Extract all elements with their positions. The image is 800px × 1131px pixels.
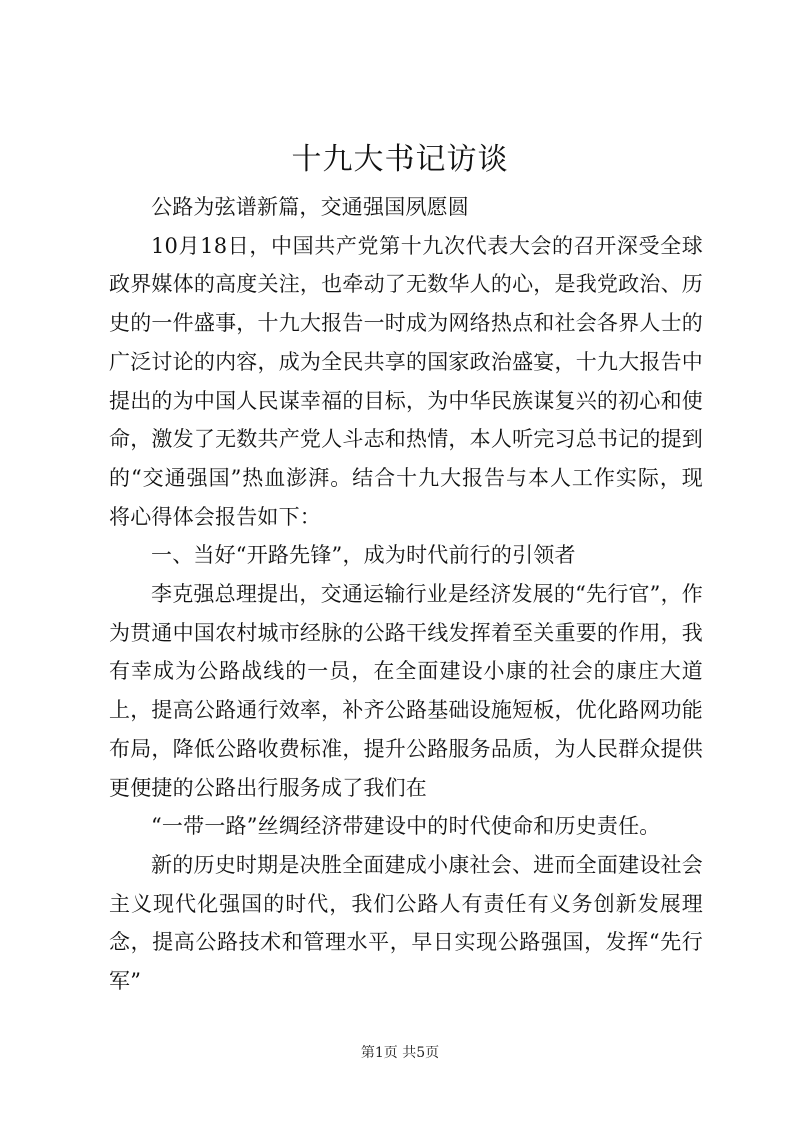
paragraph-pioneer: 李克强总理提出，交通运输行业是经济发展的“先行官”，作为贯通中国农村城市经脉的公路干线发挥着至关重要的作用，我有幸成为公路战线的一员，在全面建设小康的社会的康庄大道上，提高公路通行效率，补齐公路基础设施短板，优化路网功能布局，降低公路收费标准，提升公路服务品质，为人民群众提供更便捷的公路出行服务成了我们在: [109, 582, 703, 800]
document-title: 十九大书记访谈: [291, 142, 509, 177]
paragraph-subtitle: 公路为弦谱新篇，交通强国夙愿圆: [151, 195, 469, 219]
document-body: [109, 188, 703, 1001]
paragraph-section-heading: 一、当好“开路先锋”，成为时代前行的引领者: [151, 543, 576, 568]
paragraph-intro: 10月18日，中国共产党第十九次代表大会的召开深受全球政界媒体的高度关注，也牵动了无数华人的心，是我党政治、历史的一件盛事，十九大报告一时成为网络热点和社会各界人士的广泛讨论的内容，成为全民共享的国家政治盛宴，十九大报告中提出的为中国人民谋幸福的目标，为中华民族谋复兴的初心和使命，激发了无数共产党人斗志和热情，本人听完习总书记的提到的“交通强国”热血澎湃。结合十九大报告与本人工作实际，现将心得体会报告如下：: [109, 233, 703, 529]
paragraph-new-era: 新的历史时期是决胜全面建成小康社会、进而全面建设社会主义现代化强国的时代，我们公路人有责任有义务创新发展理念，提高公路技术和管理水平，早日实现公路强国，发挥“先行军”: [109, 852, 703, 994]
page-number-footer: 第1页 共5页: [360, 1045, 440, 1061]
paragraph-belt-road: “一带一路”丝绸经济带建设中的时代使命和历史责任。: [151, 814, 661, 839]
